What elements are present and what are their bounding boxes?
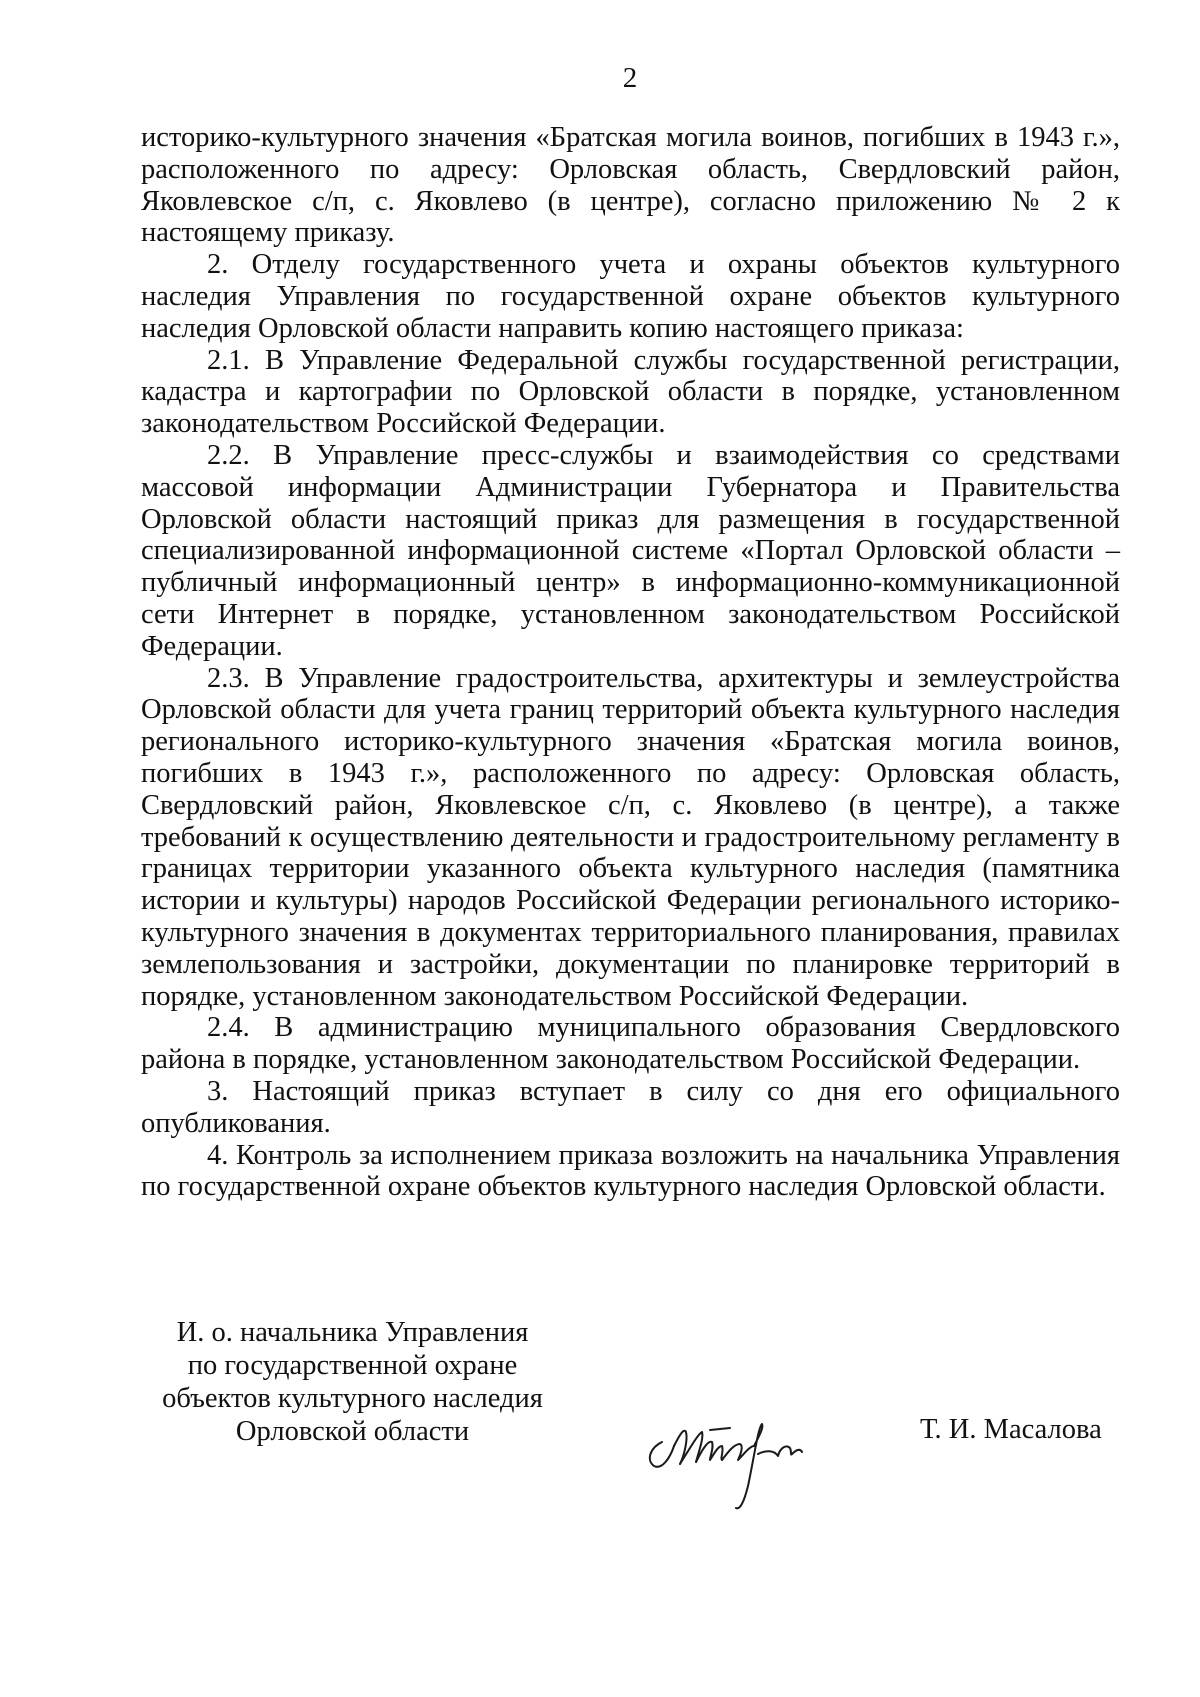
signatory-title-line: И. о. начальника Управления	[176, 1317, 529, 1348]
paragraph-item-2: 2. Отделу государственного учета и охраны объектов культурного наследия Управления по государственной охране объектов культурного наследия Орловской области направить копию настоящего приказа:	[141, 249, 1120, 344]
paragraph-item-2-1: 2.1. В Управление Федеральной службы государственной регистрации, кадастра и картографии по Орловской области в порядке, установленном законодательством Российской Федерации.	[141, 344, 1120, 440]
signatory-name: Т. И. Масалова	[920, 1414, 1102, 1445]
paragraph-item-2-2: 2.2. В Управление пресс-службы и взаимодействия со средствами массовой информации Администрации Губернатора и Правительства Орловской области настоящий приказ для размещения в государственной специализированной информационной системе «Портал Орловской области – публичный информационный центр» в информационно-коммуникационной сети Интернет в порядке, установленном законодательством Российской Федерации.	[141, 439, 1120, 662]
paragraph-item-2-3: 2.3. В Управление градостроительства, архитектуры и землеустройства Орловской области для учета границ территорий объекта культурного наследия регионального историко-культурного значения «Братская могила воинов, погибших в 1943 г.», расположенного по адресу: Орловская область, Свердловский район, Яковлевское с/п, с. Яковлево (в центре), а также требований к осуществлению деятельности и градостроительному регламенту в границах территории указанного объекта культурного наследия (памятника истории и культуры) народов Российской Федерации регионального историко-культурного значения в документах территориального планирования, правилах землепользования и застройки, документации по планировке территорий в порядке, установленном законодательством Российской Федерации.	[141, 662, 1120, 1012]
handwritten-signature	[640, 1398, 830, 1518]
signatory-title-line: объектов культурного наследия	[162, 1383, 543, 1414]
paragraph-item-2-4: 2.4. В администрацию муниципального образования Свердловского района в порядке, установленном законодательством Российской Федерации.	[141, 1012, 1120, 1076]
signatory-title-line: Орловской области	[235, 1416, 470, 1447]
document-body	[141, 122, 1120, 1203]
page-number: 2	[622, 62, 638, 94]
paragraph-item-4: 4. Контроль за исполнением приказа возложить на начальника Управления по государственной охране объектов культурного наследия Орловской области.	[141, 1139, 1120, 1203]
signatory-title-line: по государственной охране	[187, 1350, 518, 1381]
paragraph-continuation: историко-культурного значения «Братская могила воинов, погибших в 1943 г.», расположенного по адресу: Орловская область, Свердловский район, Яковлевское с/п, с. Яковлево (в центре), согласно приложению № 2 к настоящему приказу.	[141, 122, 1120, 249]
paragraph-item-3: 3. Настоящий приказ вступает в силу со дня его официального опубликования.	[141, 1075, 1120, 1139]
signatory-title	[150, 1316, 555, 1448]
